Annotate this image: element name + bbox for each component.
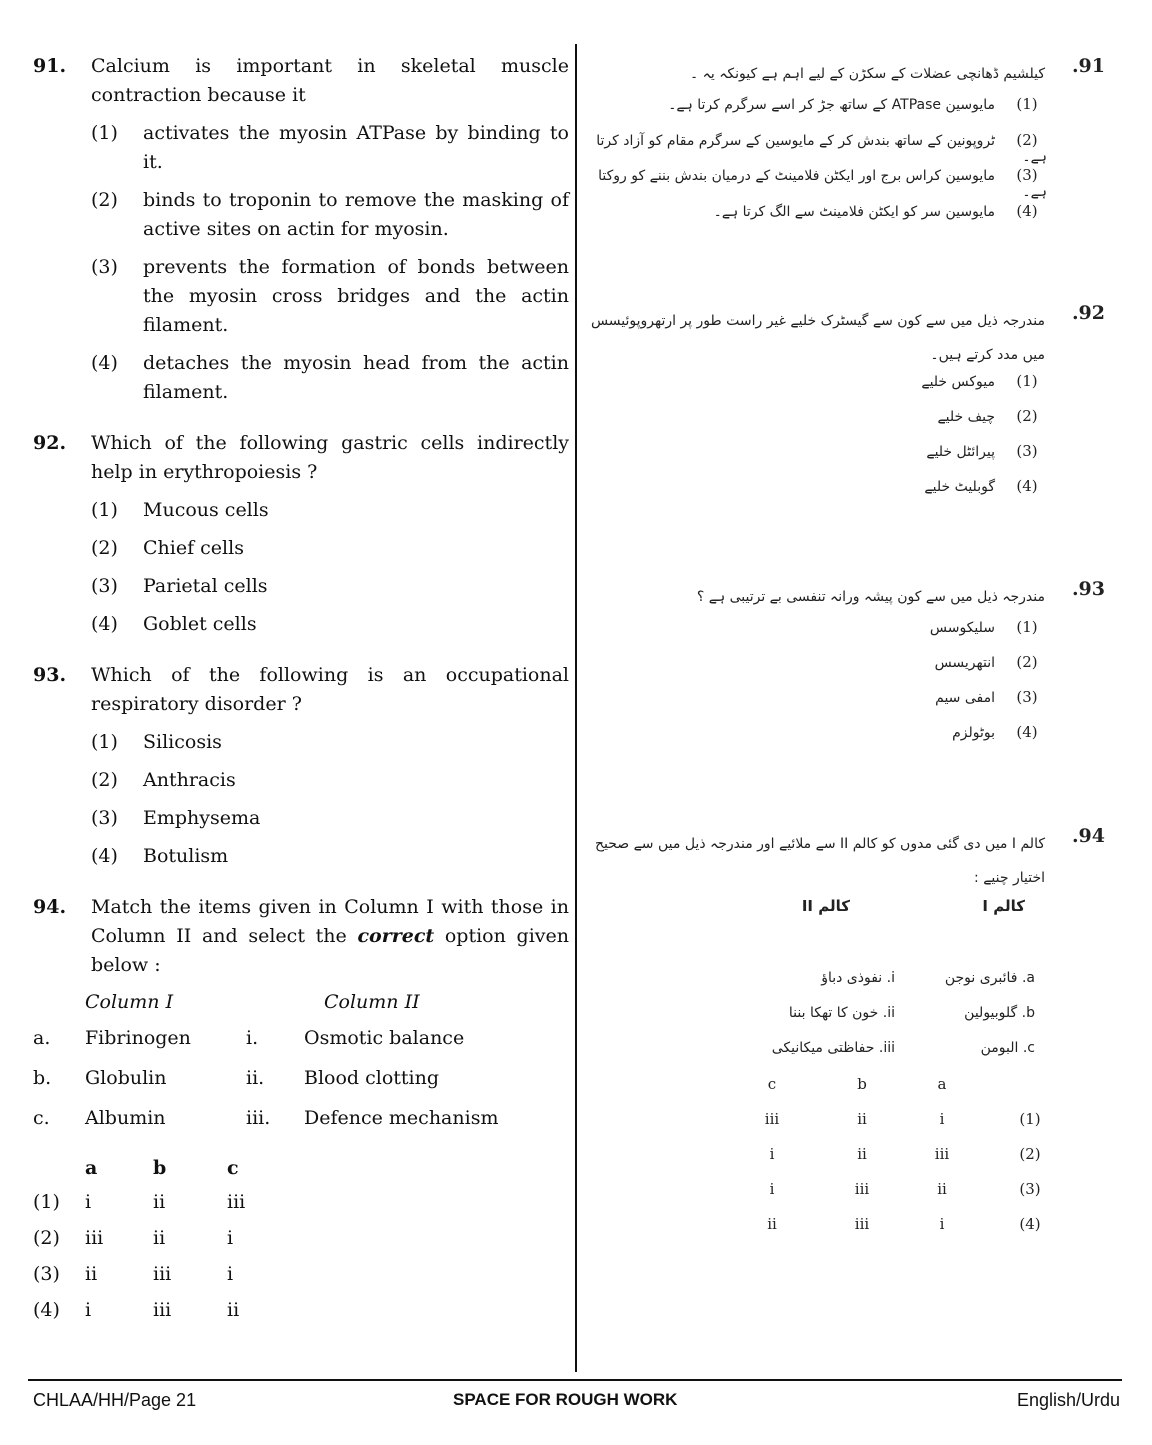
column-2-item: ii. خون کا تھکا بننا <box>788 1005 895 1021</box>
match-table <box>33 988 569 1332</box>
question-number: .93 <box>1071 578 1105 600</box>
answer-option-4: (4) i iii ii <box>33 1299 240 1321</box>
answer-option-2: (2) iii ii i <box>33 1227 234 1249</box>
match-row: b. Globulin ii. Blood clotting <box>33 1067 440 1089</box>
option-1: (1) Mucous cells <box>91 499 269 521</box>
match-row: c. Albumin iii. Defence mechanism <box>33 1107 499 1129</box>
option-3: (3)پیرائٹل خلیے <box>926 442 1038 460</box>
match-row: a. Fibrinogen i. Osmotic balance <box>33 1027 465 1049</box>
question-stem: کیلشیم ڈھانچی عضلات کے سکڑن کے لیے اہم ہے کیونکہ یہ ۔ <box>690 66 1045 82</box>
column-1-item: a. فائبری نوجن <box>944 970 1035 986</box>
page-footer <box>33 1390 1120 1414</box>
question-stem: Which of the following gastric cells indirectly help in erythropoiesis ? <box>91 432 569 483</box>
question-91 <box>33 52 569 407</box>
option-4: (4)بوٹولزم <box>952 723 1038 741</box>
question-number: .92 <box>1071 302 1105 324</box>
option-3: (3)امفی سیم <box>935 688 1038 706</box>
question-stem: مندرجہ ذیل میں سے کون پیشہ ورانہ تنفسی بے ترتیبی ہے ؟ <box>696 589 1045 605</box>
column-1-item: c. البومن <box>980 1040 1035 1056</box>
option-3: (3) Emphysema <box>91 807 261 829</box>
option-4: (4) Goblet cells <box>91 613 257 635</box>
answer-header: a b c <box>85 1157 239 1179</box>
question-stem: مندرجہ ذیل میں سے کون سے گیسٹرک خلیے غیر راست طور پر ارتھروپوئیسس میں مدد کرتے ہیں۔ <box>590 313 1045 363</box>
question-number: 94. <box>33 896 67 918</box>
question-number: .91 <box>1071 55 1105 77</box>
option-3: (3) prevents the formation of bonds between the myosin cross bridges and the actin filament. <box>91 256 569 336</box>
question-number: 93. <box>33 664 67 686</box>
match-header: Column I Column II <box>85 991 420 1013</box>
question-number: 92. <box>33 432 67 454</box>
column-2-header: کالم II <box>801 897 850 915</box>
option-2: (2)ٹروپونین کے ساتھ بندش کر کے مایوسین کے سرگرم مقام کو آزاد کرتا ہے۔ <box>596 131 1047 165</box>
option-4: (4)گوبلیٹ خلیے <box>924 477 1038 495</box>
answer-header: b <box>857 1075 867 1093</box>
option-2: (2)انتھریسس <box>934 653 1038 671</box>
option-2: (2)چیف خلیے <box>937 407 1038 425</box>
answer-option-3: (3) ii iii i <box>33 1263 234 1285</box>
option-1: (1)سلیکوسس <box>929 618 1038 636</box>
column-2-item: i. نفوذی دباؤ <box>821 970 895 986</box>
option-4: (4)مایوسین سر کو ایکٹن فلامینٹ سے الگ کرتا ہے۔ <box>713 202 1038 220</box>
option-4: (4) Botulism <box>91 845 229 867</box>
option-1: (1) Silicosis <box>91 731 222 753</box>
column-1-item: b. گلوبیولین <box>964 1005 1035 1021</box>
question-92 <box>33 429 569 639</box>
option-1: (1)مایوسین ATPase کے ساتھ جڑ کر اسے سرگرم کرتا ہے۔ <box>668 95 1038 113</box>
column-1-header: کالم I <box>982 897 1025 915</box>
question-number: 91. <box>33 55 67 77</box>
footer-rule <box>28 1379 1122 1381</box>
answer-header: a <box>937 1075 947 1093</box>
option-4: (4) detaches the myosin head from the actin filament. <box>91 352 569 403</box>
option-1: (1) activates the myosin ATPase by binding to it. <box>91 122 569 173</box>
question-stem: Match the items given in Column I with those in Column II and select the correct option given below : <box>91 896 570 976</box>
language-label: English/Urdu <box>1016 1390 1120 1410</box>
question-93 <box>33 661 569 871</box>
answer-header: c <box>767 1075 777 1093</box>
rough-work-label: SPACE FOR ROUGH WORK <box>453 1390 678 1409</box>
option-2: (2) binds to troponin to remove the masking of active sites on actin for myosin. <box>91 189 569 240</box>
question-stem: کالم I میں دی گئی مدوں کو کالم II سے ملائیے اور مندرجہ ذیل میں سے صحیح اختیار چنیے : <box>594 836 1045 886</box>
question-stem: Which of the following is an occupational respiratory disorder ? <box>91 664 569 715</box>
option-2: (2) Chief cells <box>91 537 244 559</box>
answer-option-1: (1) i ii iii <box>33 1191 246 1213</box>
option-2: (2) Anthracis <box>91 769 236 791</box>
option-3: (3) Parietal cells <box>91 575 268 597</box>
option-1: (1)میوکس خلیے <box>921 372 1038 390</box>
question-94 <box>33 893 569 1332</box>
question-stem: Calcium is important in skeletal muscle contraction because it <box>91 55 569 106</box>
column-2-item: iii. حفاظتی میکانیکی <box>771 1040 895 1056</box>
page-code: CHLAA/HH/Page 21 <box>33 1390 197 1410</box>
question-number: .94 <box>1071 825 1105 847</box>
column-divider <box>575 44 577 1372</box>
option-3: (3)مایوسین کراس برج اور ایکٹن فلامینٹ کے درمیان بندش بننے کو روکتا ہے۔ <box>598 166 1047 200</box>
english-column <box>33 52 569 1344</box>
